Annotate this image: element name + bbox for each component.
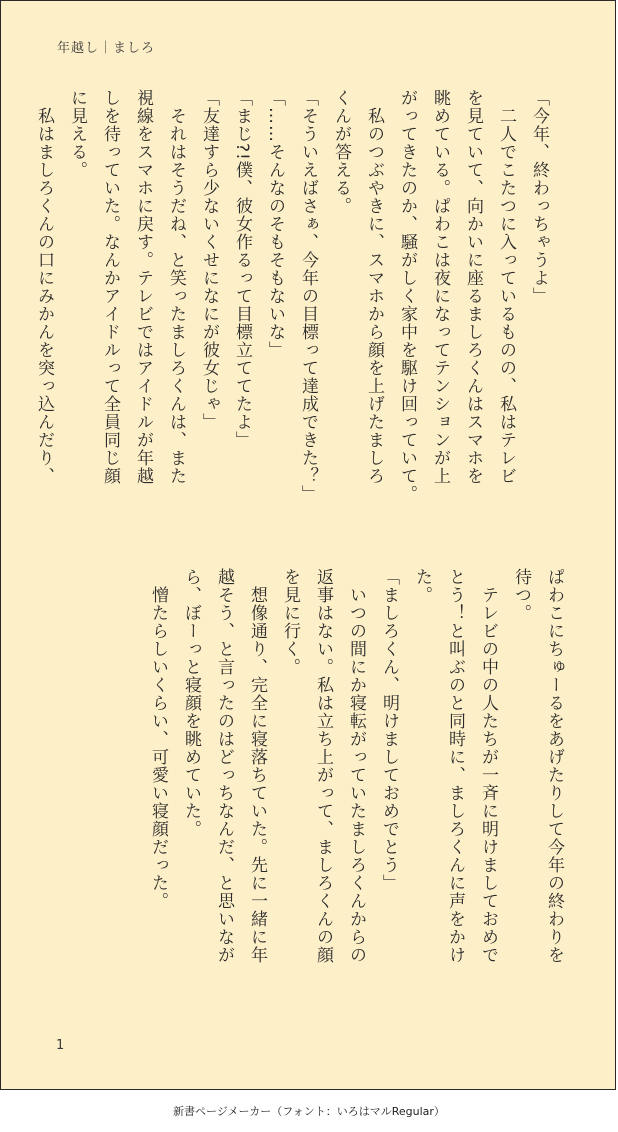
text-column: 私はましろくんの口にみかんを突っ込んだり、 (34, 89, 54, 485)
text-column: 想像通り、完全に寝落ちていた。先に一緒に年 (247, 568, 267, 964)
text-column: 憎たらしいくらい、可愛い寝顔だった。 (148, 568, 168, 910)
text-column: 眺めている。ぱわこは夜になってテンションが上 (430, 89, 450, 485)
text-column: それはそうだね、と笑ったましろくんは、また (166, 89, 186, 485)
text-column: ぱわこにちゅーるをあげたりして今年の終わりを (544, 568, 564, 964)
text-column: しを待っていた。なんかアイドルって全員同じ顔 (100, 89, 120, 485)
text-column: 私のつぶやきに、スマホから顔を上げたましろ (364, 89, 384, 485)
text-column: 「そういえばさぁ、今年の目標って達成できた？」 (298, 89, 318, 503)
text-column: 二人でこたつに入っているものの、私はテレビ (496, 89, 516, 485)
text-column: を見ていて、向かいに座るましろくんはスマホを (463, 89, 483, 485)
text-column: くんが答える。 (331, 89, 351, 215)
text-column: いつの間にか寝転がっていたましろくんからの (346, 568, 366, 964)
text-column: 待つ。 (511, 568, 531, 622)
text-column: 「友達すら少ないくせになにが彼女じゃ」 (199, 89, 219, 431)
text-column: とう！と叫ぶのと同時に、ましろくんに声をかけ (445, 568, 465, 964)
text-column: た。 (412, 568, 432, 604)
text-column: がってきたのか、騒がしく家中を駆け回っていて。 (397, 89, 417, 503)
text-column: 返事はない。私は立ち上がって、ましろくんの顔 (313, 568, 333, 964)
text-column: 「……そんなのそもそもないな」 (265, 89, 285, 359)
page-number: 1 (56, 1038, 65, 1053)
text-column: ら、ぼーっと寝顔を眺めていた。 (181, 568, 201, 838)
text-column: 「ましろくん、明けましておめでとう」 (379, 568, 399, 892)
text-column: 「まじ?!僕、彼女作るって目標立ててたよ」 (232, 89, 252, 449)
text-column: テレビの中の人たちが一斉に明けましておめで (478, 568, 498, 964)
text-column: に見える。 (67, 89, 87, 179)
text-column: を見に行く。 (280, 568, 300, 676)
text-column: 視線をスマホに戻す。テレビではアイドルが年越 (133, 89, 153, 485)
footer-credit: 新書ページメーカー（フォント：いろはマルRegular） (173, 1105, 445, 1118)
text-column: 越そう、と言ったのはどっちなんだ、と思いなが (214, 568, 234, 964)
text-column: 「今年、終わっちゃうよ」 (529, 89, 549, 305)
page-header-title: 年越し｜ましろ (57, 41, 156, 56)
